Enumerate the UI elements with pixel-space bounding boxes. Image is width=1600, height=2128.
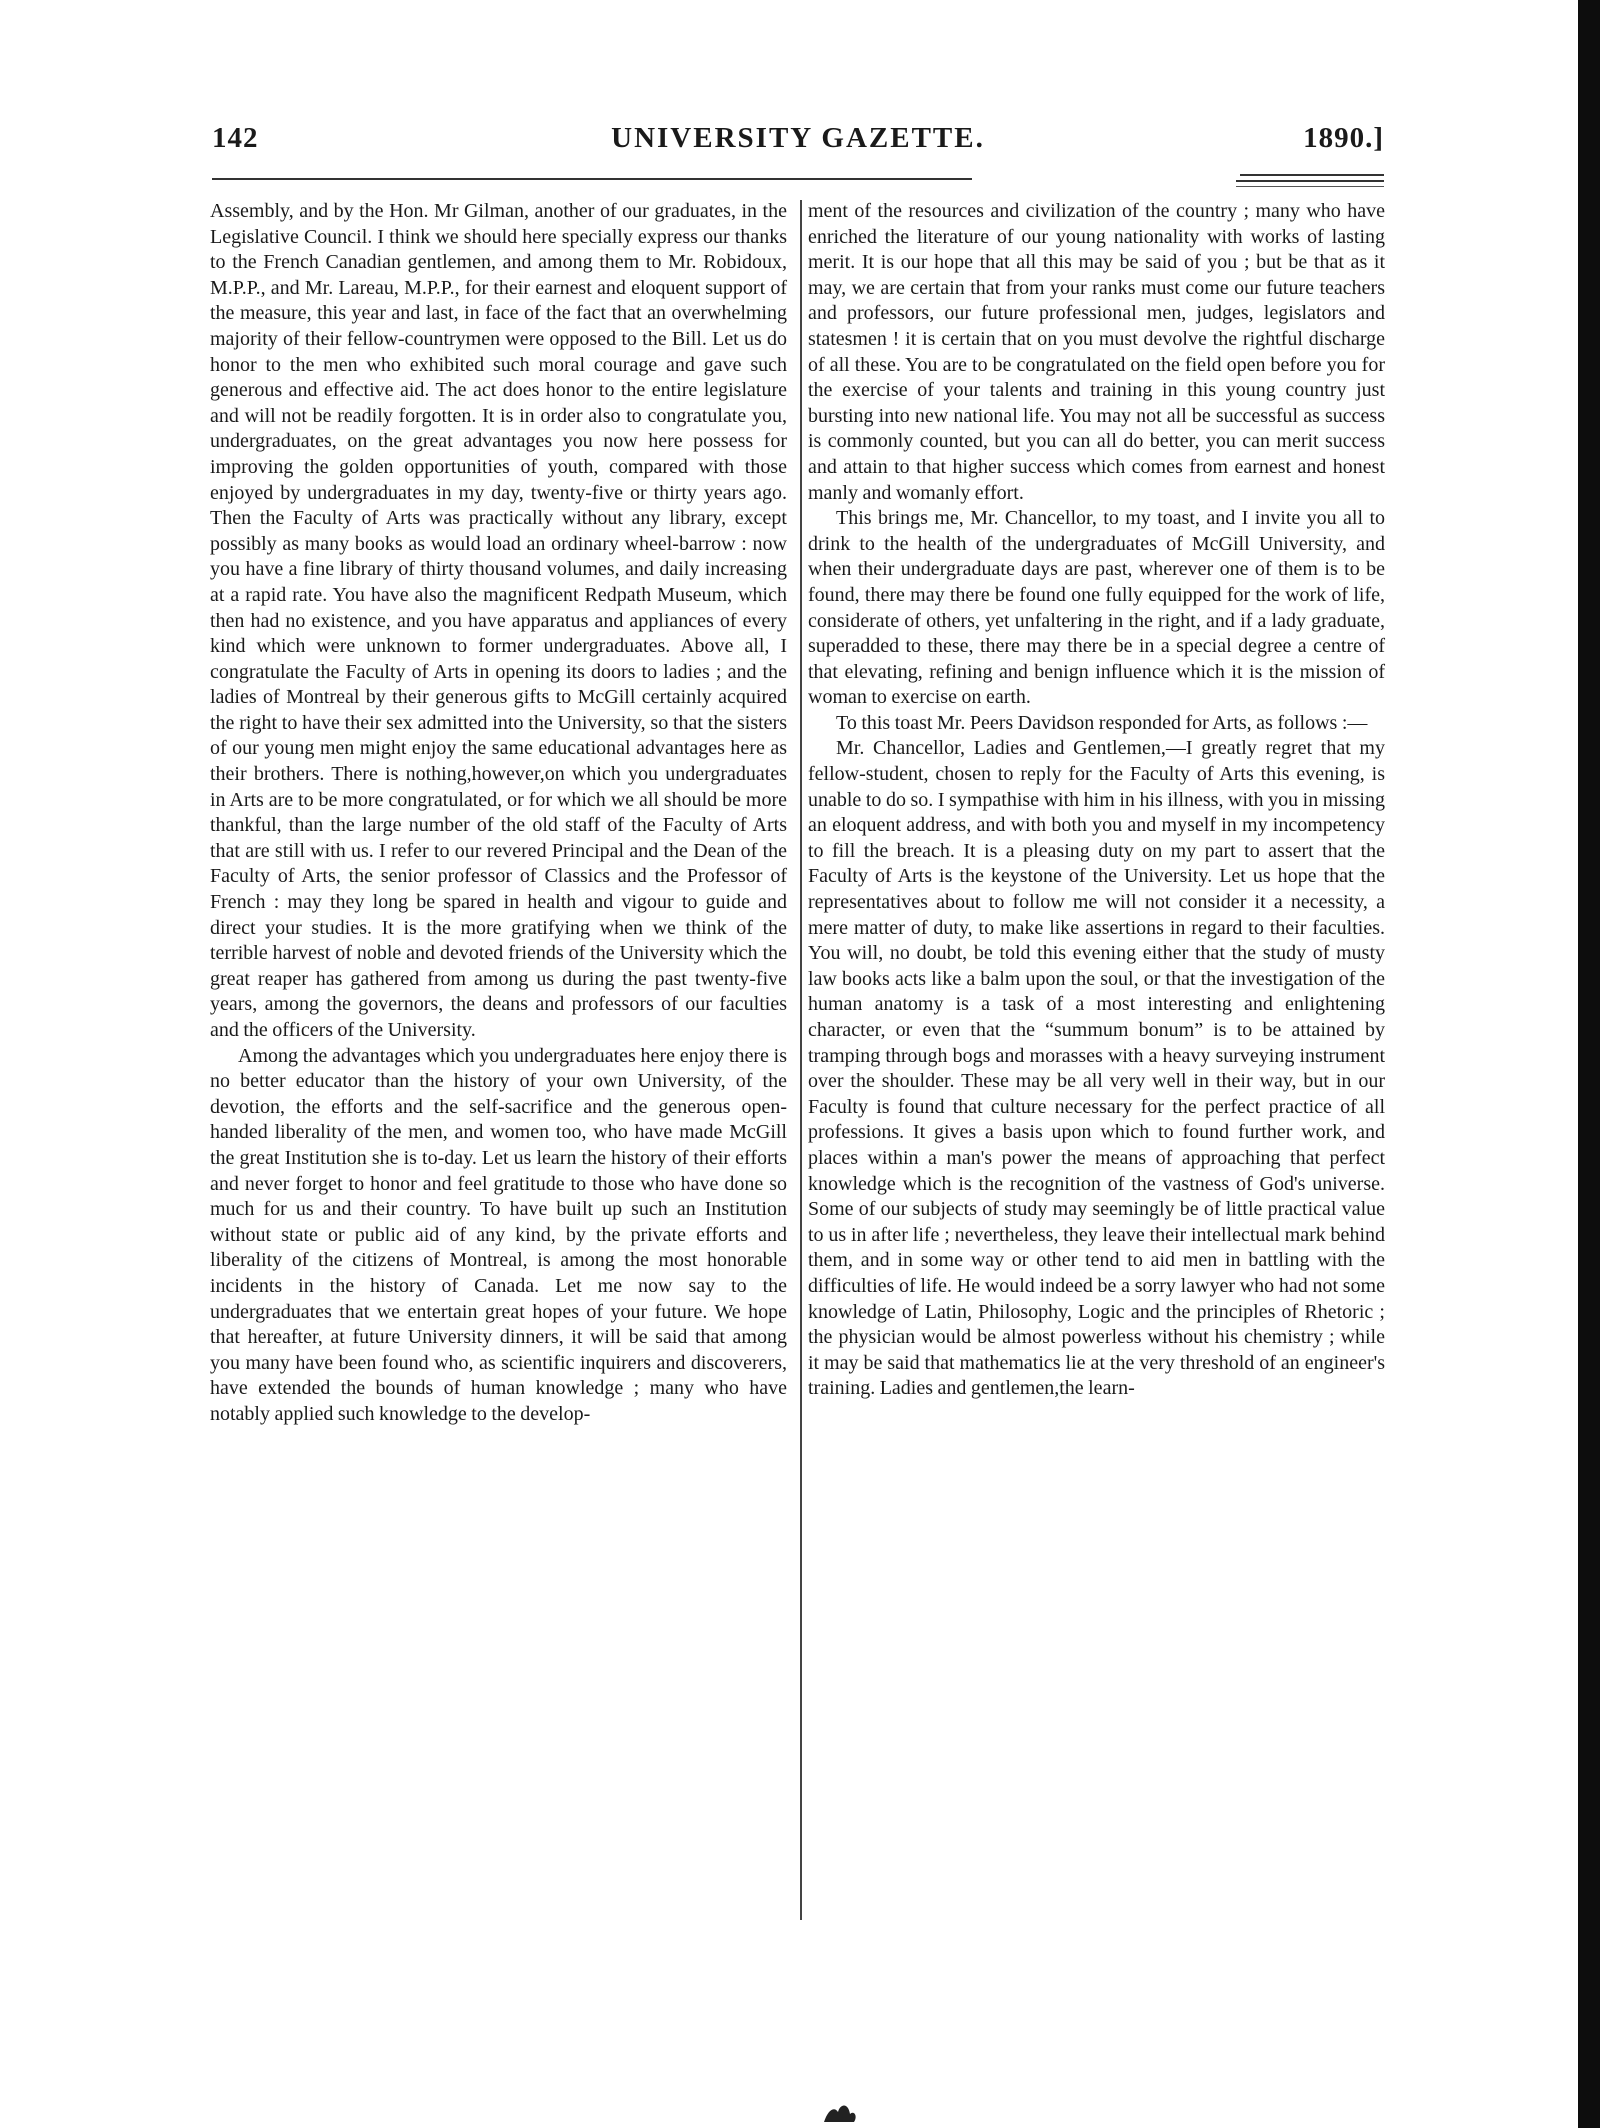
header-rule-right-top	[1240, 174, 1384, 176]
paragraph: Assembly, and by the Hon. Mr Gilman, another of our graduates, in the Legislative Council. I think we should here specially express our thanks to the French Canadian gentlemen, and among them to Mr. Robidoux, M.P.P., and Mr. Lareau, M.P.P., for their earnest and eloquent support of the measure, this year and last, in face of the fact that an overwhelming majority of their fellow-countrymen were opposed to the Bill. Let us do honor to the men who exhibited such moral courage and gave such generous and effective aid. The act does honor to the entire legislature and will not be readily forgotten. It is in order also to congratulate you, undergraduates, on the great advantages you now here possess for improving the golden opportunities of youth, compared with those enjoyed by undergraduates in my day, twenty-five or thirty years ago. Then the Faculty of Arts was practically without any library, except possibly as many books as would load an ordinary wheel-barrow : now you have a fine library of thirty thousand volumes, and daily increasing at a rapid rate. You have also the magnificent Redpath Museum, which then had no existence, and you have apparatus and appliances of every kind which were unknown to former undergraduates. Above all, I congratulate the Faculty of Arts in opening its doors to ladies ; and the ladies of Montreal by their generous gifts to McGill certainly acquired the right to have their sex admitted into the University, so that the sisters of our young men might enjoy the same educational advantages here as their brothers. There is nothing,however,on which you undergraduates in Arts are to be more congratulated, or for which we all should be more thankful, than the large number of the old staff of the Faculty of Arts that are still with us. I refer to our revered Principal and the Dean of the Faculty of Arts, the senior professor of Classics and the Professor of French : may they long be spared in health and vigour to guide and direct your studies. It is the more gratifying when we think of the terrible harvest of noble and devoted friends of the University which the great reaper has gathered from among us during the past twenty-five years, among the governors, the deans and professors of our faculties and the officers of the University.	[210, 200, 787, 1041]
right-column	[808, 199, 1385, 1402]
paragraph: This brings me, Mr. Chancellor, to my toast, and I invite you all to drink to the health of the undergraduates of McGill University, and when their undergraduate days are past, wherever one of them is to be found, there may there be found one fully equipped for the work of life, considerate of others, yet unfaltering in the right, and if a lady graduate, superadded to these, there may there be in a special degree a centre of that elevating, refining and benign influence which it is the mission of woman to exercise on earth.	[808, 507, 1385, 709]
page-header	[212, 122, 1384, 172]
scan-edge	[1578, 0, 1600, 2128]
column-divider	[800, 200, 802, 1920]
publication-year: 1890.]	[1303, 122, 1384, 154]
header-rule-right-middle	[1236, 180, 1384, 182]
paragraph: Mr. Chancellor, Ladies and Gentlemen,—I greatly regret that my fellow-student, chosen to reply for the Faculty of Arts this evening, is unable to do so. I sympathise with him in his illness, with you in missing an eloquent address, and with both you and myself in my incompetency to fill the breach. It is a pleasing duty on my part to assert that the Faculty of Arts is the keystone of the University. Let us hope that the representatives about to follow me will not consider it a necessity, a mere matter of duty, to make like assertions in regard to their faculties. You will, no doubt, be told this evening either that the study of musty law books acts like a balm upon the soul, or that the investigation of the human anatomy is a task of a most interesting and enlightening character, or even that the “summum bonum” is to be attained by tramping through bogs and morasses with a heavy surveying instrument over the shoulder. These may be all very well in their way, but in our Faculty is found that culture necessary for the perfect practice of all professions. It gives a basis upon which to found further work, and places within a man's power the means of approaching that perfect knowledge which is the recognition of the vastness of God's universe. Some of our subjects of study may seemingly be of little practical value to us in after life ; nevertheless, they leave their intellectual mark behind them, and in some way or other tend to aid men in battling with the difficulties of life. He would indeed be a sorry lawyer who had not some knowledge of Latin, Philosophy, Logic and the principles of Rhetoric ; the physician would be almost powerless without his chemistry ; while it may be said that mathematics lie at the very threshold of an engineer's training. Ladies and gentlemen,the learn-	[808, 737, 1385, 1400]
page-number: 142	[212, 122, 259, 154]
header-rule-right-bottom	[1236, 186, 1384, 187]
scan-smudge	[820, 2100, 860, 2126]
publication-title: UNIVERSITY GAZETTE.	[611, 122, 985, 154]
header-rule	[212, 178, 972, 180]
left-column	[210, 199, 787, 1428]
paragraph: ment of the resources and civilization of the country ; many who have enriched the literature of our young nationality with works of lasting merit. It is our hope that all this may be said of you ; but be that as it may, we are certain that from your ranks must come our future teachers and professors, our future professional men, judges, legislators and statesmen ! it is certain that on you must devolve the rightful discharge of all these. You are to be congratulated on the field open before you for the exercise of your talents and training in this young country just bursting into new national life. You may not all be successful as success is commonly counted, but you can all do better, you can merit success and attain to that higher success which comes from earnest and honest manly and womanly effort.	[808, 200, 1385, 504]
paragraph: To this toast Mr. Peers Davidson responded for Arts, as follows :—	[836, 711, 1368, 734]
paragraph: Among the advantages which you undergraduates here enjoy there is no better educator than the history of your own University, of the devotion, the efforts and the self-sacrifice and the generous open-handed liberality of the men, and women too, who have made McGill the great Institution she is to-day. Let us learn the history of their efforts and never forget to honor and feel gratitude to those who have done so much for us and their country. To have built up such an Institution without state or public aid of any kind, by the private efforts and liberality of the citizens of Montreal, is among the most honorable incidents in the history of Canada. Let me now say to the undergraduates that we entertain great hopes of your future. We hope that hereafter, at future University dinners, it will be said that among you many have been found who, as scientific inquirers and discoverers, have extended the bounds of human knowledge ; many who have notably applied such knowledge to the develop-	[210, 1044, 787, 1425]
